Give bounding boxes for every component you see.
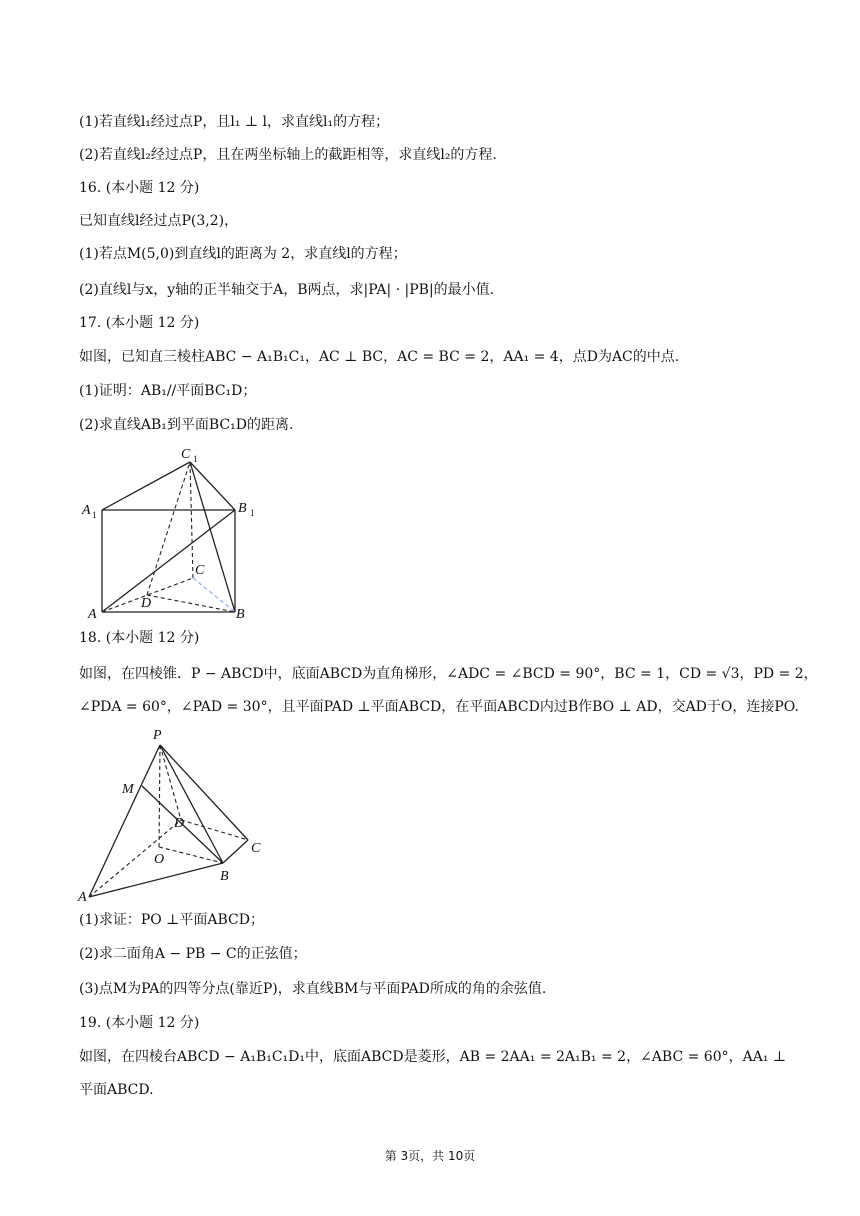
- text-line: (1)证明：AB₁//平面BC₁D；: [79, 383, 257, 399]
- text-line: (1)若点M(5,0)到直线l的距离为 2，求直线l的方程；: [79, 246, 407, 262]
- text-line: (2)直线l与x，y轴的正半轴交于A，B两点，求|PA| · |PB|的最小值.: [79, 282, 495, 298]
- question-heading: 17. (本小题 12 分): [79, 315, 200, 331]
- question-heading: 16. (本小题 12 分): [79, 180, 200, 196]
- label-C1-sub: 1: [193, 454, 198, 464]
- text-line: 已知直线l经过点P(3,2)，: [79, 213, 239, 229]
- label-A: A: [88, 607, 97, 622]
- text-line: ∠PDA = 60°，∠PAD = 30°，且平面PAD ⊥平面ABCD，在平面ABCD内过B作BO ⊥ AD，交AD于O，连接PO.: [79, 699, 799, 715]
- label-B: B: [236, 607, 245, 622]
- text-line: (2)求二面角A − PB − C的正弦值；: [79, 946, 307, 962]
- label-C1: C: [181, 447, 191, 462]
- text-line: (3)点M为PA的四等分点(靠近P)，求直线BM与平面PAD所成的角的余弦值.: [79, 981, 547, 997]
- label-C: C: [251, 841, 261, 856]
- page-footer: 第 3页，共 10页: [384, 1149, 476, 1163]
- label-B1: B: [238, 501, 247, 516]
- label-A1: A: [82, 503, 91, 518]
- text-line: 如图，在四棱台ABCD − A₁B₁C₁D₁中，底面ABCD是菱形，AB = 2AA₁ = 2A₁B₁ = 2，∠ABC = 60°，AA₁ ⊥: [79, 1049, 787, 1065]
- question-heading: 18. (本小题 12 分): [79, 630, 200, 646]
- label-A: A: [78, 890, 87, 905]
- label-P: P: [153, 728, 162, 743]
- label-D: D: [174, 816, 185, 831]
- label-A1-sub: 1: [92, 510, 97, 520]
- text-line: 如图，已知直三棱柱ABC − A₁B₁C₁，AC ⊥ BC，AC = BC = 2，AA₁ = 4，点D为AC的中点.: [79, 349, 680, 365]
- label-D: D: [141, 596, 152, 611]
- question-heading: 19. (本小题 12 分): [79, 1015, 200, 1031]
- text-line: (2)若直线l₂经过点P，且在两坐标轴上的截距相等，求直线l₂的方程.: [79, 147, 497, 163]
- text-line: (1)若直线l₁经过点P，且l₁ ⊥ l，求直线l₁的方程；: [79, 114, 390, 130]
- label-O: O: [154, 852, 165, 867]
- pyramid-figure: [75, 725, 275, 909]
- text-line: 如图，在四棱锥．P − ABCD中，底面ABCD为直角梯形，∠ADC = ∠BCD = 90°，BC = 1，CD = √3，PD = 2，: [79, 666, 818, 682]
- label-B1-sub: 1: [250, 508, 255, 518]
- label-M: M: [122, 782, 134, 797]
- label-C: C: [195, 563, 205, 578]
- label-B: B: [220, 869, 229, 884]
- text-line: (2)求直线AB₁到平面BC₁D的距离.: [79, 417, 294, 433]
- text-line: (1)求证：PO ⊥平面ABCD；: [79, 912, 264, 928]
- text-line: 平面ABCD.: [79, 1082, 154, 1098]
- prism-figure: [75, 440, 275, 629]
